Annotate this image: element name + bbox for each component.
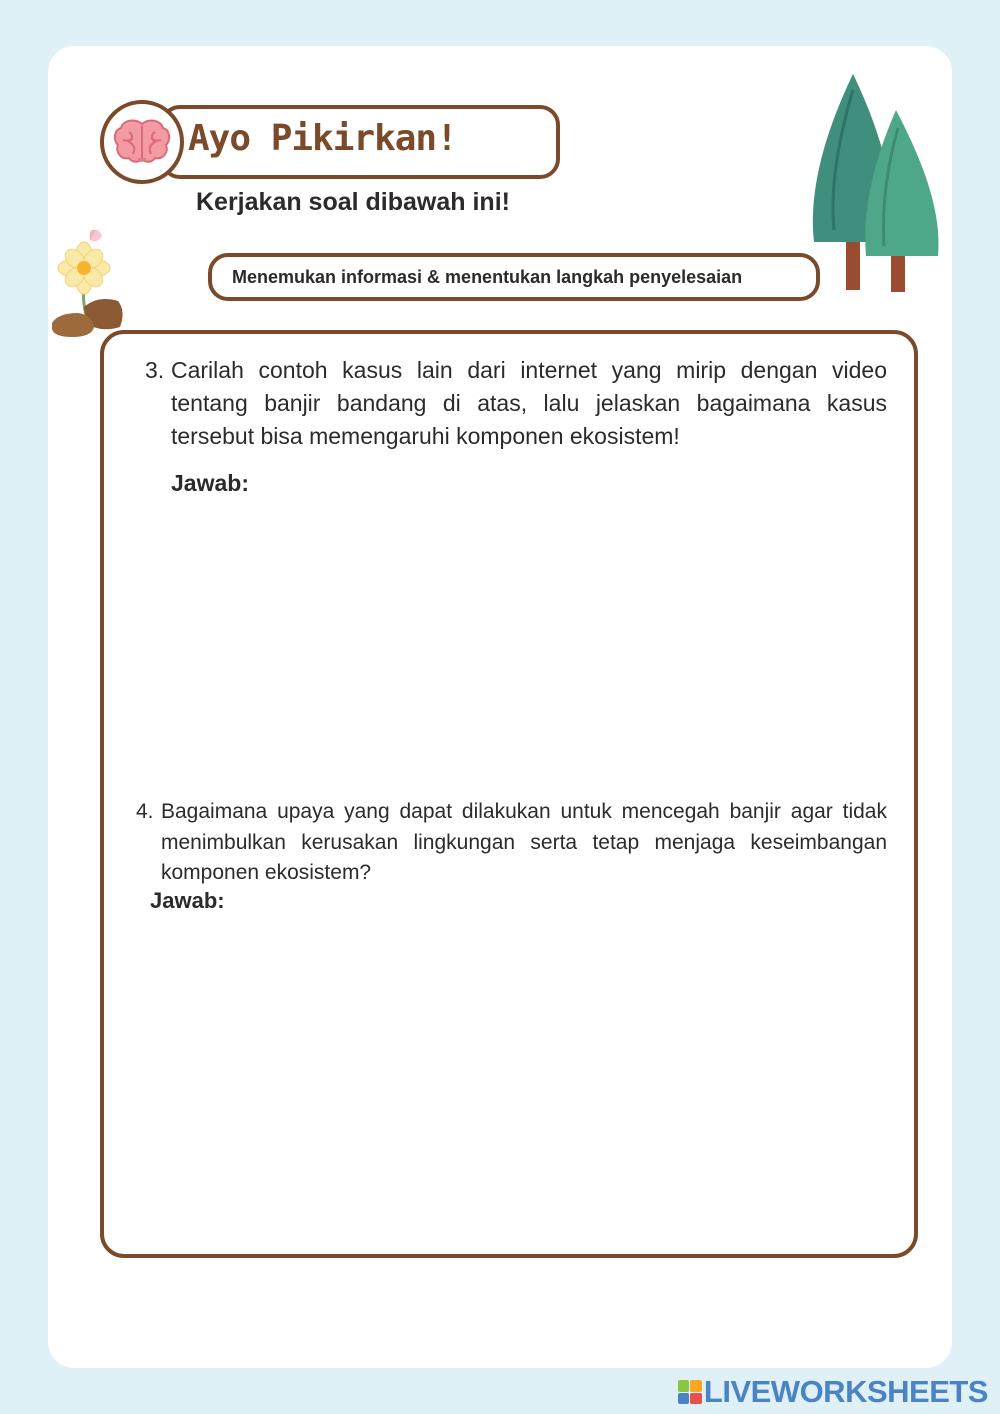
answer-label-4: Jawab: <box>150 888 225 913</box>
question-number: 4. <box>136 800 154 823</box>
question-number: 3. <box>145 357 165 383</box>
answer-area-3[interactable] <box>171 510 887 780</box>
brain-icon <box>113 118 171 166</box>
skill-text: Menemukan informasi & menentukan langkah penyelesaian <box>232 266 743 287</box>
title-badge <box>100 100 184 184</box>
answer-label-3: Jawab: <box>171 470 249 496</box>
skill-label <box>208 253 820 301</box>
question-text: Carilah contoh kasus lain dari internet yang mirip dengan video tentang banjir bandang di atas, lalu jelaskan bagaimana kasus tersebut bisa memengaruhi komponen ekosistem! <box>171 357 887 449</box>
liveworksheets-brand <box>678 1374 988 1410</box>
brand-text: LIVEWORKSHEETS <box>703 1374 988 1409</box>
question-3 <box>145 354 887 453</box>
liveworksheets-logo-icon <box>678 1380 702 1404</box>
answer-area-4[interactable] <box>150 925 887 1235</box>
question-text: Bagaimana upaya yang dapat dilakukan untuk mencegah banjir agar tidak menimbulkan kerusakan lingkungan serta tetap menjaga keseimbangan komponen ekosistem? <box>161 800 887 884</box>
question-4 <box>136 797 887 889</box>
instruction-subtitle: Kerjakan soal dibawah ini! <box>196 188 510 216</box>
trees-decoration <box>806 70 946 295</box>
page-title: Ayo Pikirkan! <box>188 118 457 159</box>
flower-rocks-decoration <box>50 215 130 345</box>
